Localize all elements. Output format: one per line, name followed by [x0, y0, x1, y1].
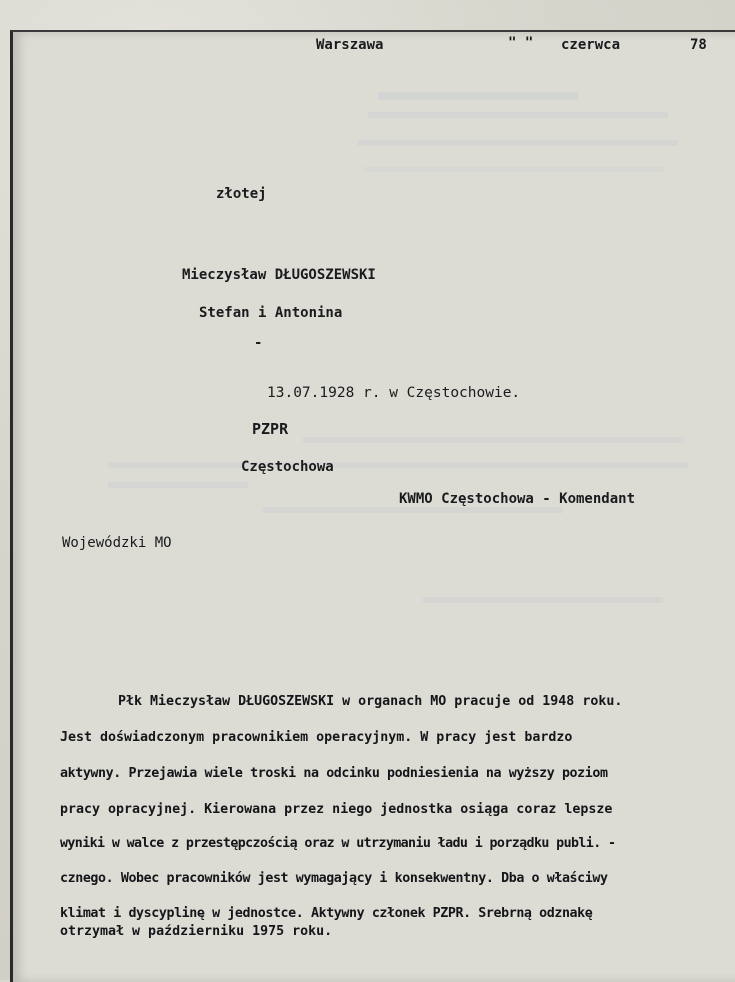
justification-line: cznego. Wobec pracowników jest wymagający i konsekwentny. Dba o właściwy	[60, 871, 608, 886]
medal-field: złotej	[216, 186, 267, 202]
bleed-through-mark	[303, 437, 683, 443]
name-field: Mieczysław DŁUGOSZEWSKI	[182, 267, 376, 283]
birth-field: 13.07.1928 r. w Częstochowie.	[267, 385, 521, 401]
position-field-line2: Wojewódzki MO	[62, 535, 172, 551]
justification-line: Jest doświadczonym pracownikiem operacyjnym. W pracy jest bardzo	[60, 730, 573, 745]
justification-line: klimat i dyscyplinę w jednostce. Aktywny członek PZPR. Srebrną odznakę	[60, 906, 593, 921]
header-day-quotes: " "	[508, 35, 534, 51]
bleed-through-mark	[358, 140, 678, 146]
justification-line: otrzymał w październiku 1975 roku.	[60, 924, 333, 939]
bleed-through-mark	[363, 167, 663, 172]
justification-line: Płk Mieczysław DŁUGOSZEWSKI w organach MO pracuje od 1948 roku.	[118, 694, 623, 709]
justification-line: aktywny. Przejawia wiele troski na odcinku podniesienia na wyższy poziom	[60, 766, 608, 781]
justification-line: pracy opracyjnej. Kierowana przez niego jednostka osiąga coraz lepsze	[60, 802, 613, 817]
justification-line: wyniki w walce z przestępczością oraz w utrzymaniu ładu i porządku publi. -	[60, 836, 616, 851]
bleed-through-mark	[108, 482, 248, 488]
bleed-through-mark	[108, 462, 688, 468]
city-field: Częstochowa	[241, 459, 334, 475]
header-city: Warszawa	[316, 37, 384, 53]
parents-field: Stefan i Antonina	[199, 305, 343, 321]
bleed-through-mark	[378, 92, 578, 100]
party-field: PZPR	[252, 420, 289, 438]
bleed-through-mark	[263, 507, 563, 513]
bleed-through-mark	[368, 112, 668, 118]
header-month: czerwca	[561, 37, 621, 53]
header-year: 78	[690, 37, 707, 53]
bleed-through-mark	[423, 597, 663, 603]
dash-field: -	[254, 335, 263, 351]
position-field-line1: KWMO Częstochowa - Komendant	[399, 491, 636, 507]
